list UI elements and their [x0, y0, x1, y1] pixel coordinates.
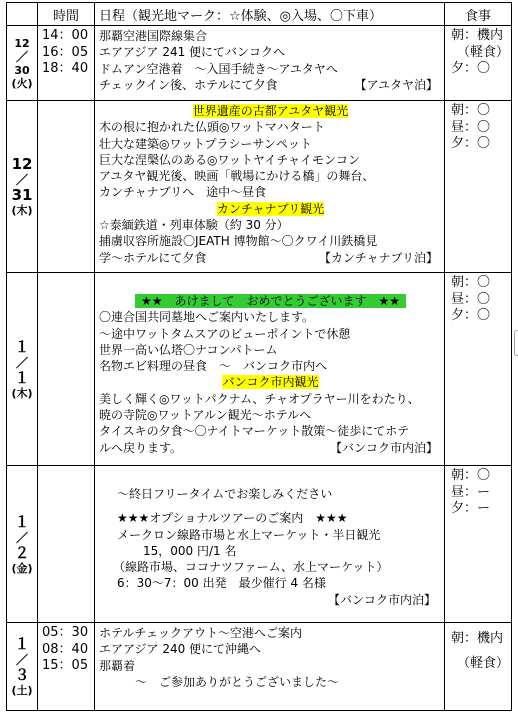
- stay-label: 【バンコク市内泊】: [329, 440, 438, 455]
- day-2-schedule: [95, 101, 445, 273]
- day-1-date: [7, 26, 38, 101]
- schedule-line: エアアジア 240 便にて沖縄へ: [99, 642, 262, 657]
- day-3-times: [38, 273, 95, 466]
- schedule-line: 〇連合国共同墓地へご案内いたします。: [99, 310, 315, 325]
- header-time: 時間: [38, 3, 95, 26]
- date-weekday: (木): [11, 386, 33, 400]
- schedule-line: 那覇空港国際線集合: [99, 29, 208, 43]
- schedule-line: 名物エビ料理の昼食 ～ バンコク市内へ: [99, 359, 328, 374]
- schedule-line: 15，000 円/1 名: [143, 543, 237, 558]
- day-2-date: [7, 101, 38, 273]
- date-month: 12: [11, 155, 33, 173]
- date-slash: ／: [15, 355, 28, 370]
- time-entry: 05：30: [42, 625, 89, 640]
- schedule-line: ～途中ワットタムスアのビューポイントで休憩: [99, 326, 351, 341]
- schedule-line: 捕虜収容所施設〇JEATH 博物館～〇クワイ川鉄橋見: [99, 234, 378, 249]
- schedule-text: 学～ホテルにて夕食: [99, 250, 207, 265]
- meal-entry: 朝：〇: [451, 103, 491, 118]
- date-day: 31: [11, 186, 33, 204]
- day-2-meals: [445, 101, 512, 273]
- time-entry: 18：40: [42, 61, 89, 76]
- stay-label: 【バンコク市内泊】: [327, 592, 436, 607]
- date-weekday: (火): [11, 76, 33, 90]
- closing-message: ～ ご参加ありがとうございました～: [135, 674, 340, 689]
- meal-entry: （軽食）: [457, 655, 510, 671]
- date-slash: ／: [15, 530, 28, 545]
- day-5-meals: [445, 623, 512, 711]
- schedule-line: ～終日フリータイムでお楽しみください: [117, 487, 333, 501]
- meal-entry: 昼：〇: [451, 291, 491, 307]
- date-day: ２: [14, 543, 30, 562]
- date-slash: ／: [15, 49, 28, 64]
- day-3-meals: [445, 273, 512, 466]
- date-weekday: (土): [11, 684, 33, 697]
- date-weekday: (金): [11, 561, 33, 575]
- header-schedule: 日程（観光地マーク：☆体験、◎入場、〇下車）: [95, 3, 445, 26]
- day-5-times: [38, 623, 95, 711]
- schedule-line: 美しく輝く◎ワットパクナム、チャオプラヤー川をわたり、: [99, 391, 420, 406]
- day-3-date: [7, 273, 38, 466]
- day-5-date: [7, 623, 38, 711]
- meal-entry: 朝：〇: [451, 275, 491, 290]
- stay-label: 【アユタヤ泊】: [354, 77, 438, 92]
- day-3-schedule: [95, 273, 445, 466]
- schedule-line: 6：30～7：00 出発 最少催行 4 名様: [117, 576, 326, 591]
- meal-entry: 夕：〇: [451, 61, 491, 76]
- date-slash: ／: [15, 653, 28, 667]
- day-1-times: [38, 26, 95, 101]
- time-entry: 15：05: [42, 658, 89, 673]
- day-1-meals: [445, 26, 512, 101]
- section-heading-ayutthaya: 世界遺産の古都アユタヤ観光: [192, 104, 349, 118]
- day-5-schedule: [95, 623, 445, 711]
- day-4-times: [38, 466, 95, 623]
- time-entry: 14：00: [42, 28, 89, 43]
- schedule-line: アユタヤ観光後、映画「戦場にかける橋」の舞台、: [99, 169, 375, 184]
- date-month: 12: [14, 36, 30, 50]
- schedule-line: 那覇着: [99, 658, 136, 673]
- meal-entry: 朝：〇: [451, 468, 491, 483]
- meal-entry: 夕：ー: [451, 501, 491, 516]
- header-row: [7, 3, 512, 26]
- spacer: [99, 502, 442, 510]
- schedule-line-with-stay: [99, 250, 442, 266]
- day-2-times: [38, 101, 95, 273]
- header-date: [7, 3, 38, 26]
- date-month: １: [14, 337, 30, 356]
- date-month: １: [14, 512, 30, 531]
- day-1-schedule: [95, 26, 445, 101]
- schedule-line: タイスキの夕食～〇ナイトマーケット散策～徒歩にてホテ: [99, 424, 410, 439]
- date-day: １: [14, 368, 30, 387]
- schedule-line: エアアジア 241 便にてバンコクへ: [99, 45, 286, 60]
- schedule-text: ルへ戻ります。: [99, 440, 183, 455]
- schedule-line: 巨大な涅槃仏のある◎ワットヤイチャイモンコン: [99, 152, 361, 167]
- highlight-line: [99, 293, 442, 309]
- meal-entry: 夕：〇: [451, 308, 491, 323]
- schedule-line: 世界一高い仏塔〇ナコンパトーム: [99, 342, 278, 357]
- schedule-line: カンチャナブリへ 途中～昼食: [99, 185, 267, 200]
- day-4-schedule: [95, 466, 445, 623]
- schedule-line-with-stay: [99, 440, 442, 456]
- highlight-line: [99, 374, 442, 390]
- section-heading-bangkok: バンコク市内観光: [222, 375, 319, 390]
- schedule-line: （線路市場、ココナツファーム、水上マーケット）: [113, 560, 389, 575]
- schedule-line-with-stay: [99, 77, 442, 93]
- schedule-line: ホテルチェックアウト～空港へご案内: [99, 626, 303, 640]
- time-entry: 16：05: [42, 44, 89, 60]
- meal-entry: 夕：〇: [451, 136, 491, 151]
- meal-entry: 昼：ー: [451, 484, 491, 500]
- header-meal: 食事: [445, 3, 512, 26]
- schedule-line: 壮大な建築◎ワットプラシーサンペット: [99, 136, 312, 151]
- schedule-line: ☆泰緬鉄道・列車体験（約 30 分）: [99, 218, 289, 233]
- day-row-2: [7, 101, 512, 273]
- schedule-text: チェックイン後、ホテルにて夕食: [99, 77, 278, 92]
- new-year-greeting: ★★ あけまして おめでとうございます ★★: [135, 294, 406, 308]
- schedule-line: ドムアン空港着 ～入国手続き～アユタヤへ: [99, 61, 338, 76]
- highlight-line: [99, 103, 442, 119]
- date-month: １: [14, 635, 30, 653]
- day-row-4: [7, 466, 512, 623]
- itinerary-table: [6, 2, 512, 711]
- stay-label: 【カンチャナブリ泊】: [318, 250, 438, 265]
- schedule-line: 暁の寺院◎ワットアルン観光～ホテルへ: [99, 408, 312, 423]
- scroll-edge-marker: [514, 330, 518, 356]
- section-heading-kanchanaburi: カンチャナブリ観光: [216, 201, 325, 216]
- day-4-meals: [445, 466, 512, 623]
- day-row-5: [7, 623, 512, 711]
- date-day: 30: [14, 63, 30, 77]
- day-4-date: [7, 466, 38, 623]
- schedule-line: メークロン線路市場と水上マーケット・半日観光: [117, 527, 381, 542]
- date-weekday: (木): [11, 204, 33, 217]
- schedule-line: ★★★オプショナルツアーのご案内 ★★★: [117, 511, 348, 526]
- meal-entry: （軽食）: [457, 44, 510, 60]
- meal-entry: 朝：機内: [451, 631, 504, 646]
- time-entry: 08：40: [42, 641, 89, 657]
- date-day: ３: [14, 666, 30, 684]
- schedule-line: 木の根に抱かれた仏頭◎ワットマハタート: [99, 120, 325, 135]
- meal-entry: 昼：〇: [451, 119, 491, 135]
- day-row-1: [7, 26, 512, 101]
- highlight-line: [99, 201, 442, 217]
- date-slash: ／: [15, 173, 28, 187]
- day-row-3: [7, 273, 512, 466]
- meal-entry: 朝：機内: [451, 28, 504, 43]
